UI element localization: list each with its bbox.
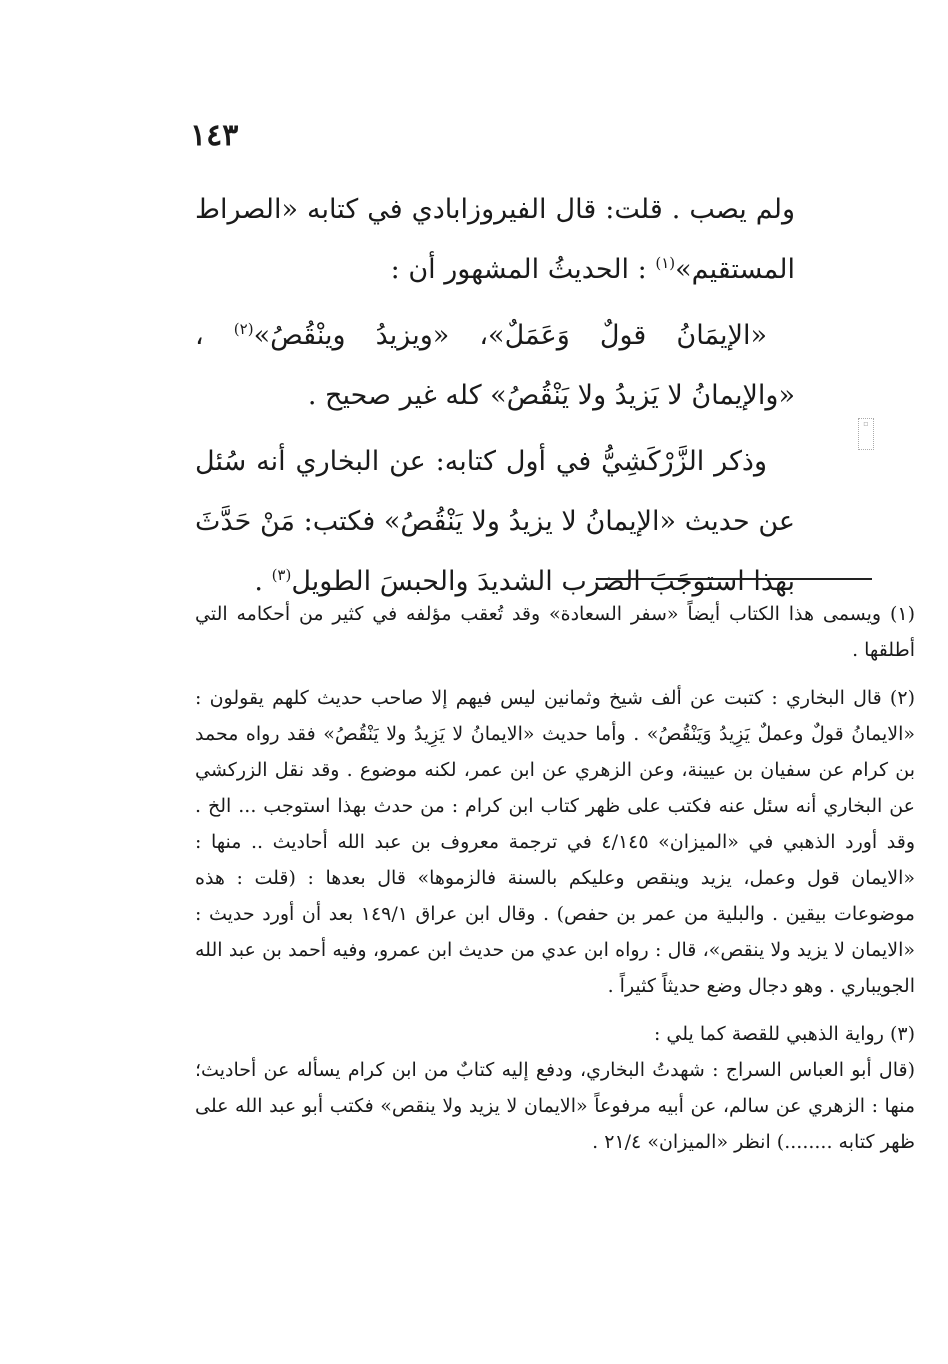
- footnote-ref-3: (٣): [271, 566, 292, 584]
- margin-mark-icon: ▫: [858, 418, 874, 450]
- main-text: [195, 180, 795, 618]
- main-paragraph-3-text: وذكر الزَّرْكَشِيُّ في أول كتابه: عن البخاري أنه سُئل عن حديث «الإيمانُ لا يزيدُ ولا يَنْقُصُ» فكتب: مَنْ حَدَّثَ بهذا استوجَبَ الضرب الشديدَ والحبسَ الطويل: [195, 446, 795, 597]
- footnote-divider: [596, 578, 872, 580]
- footnote-ref-2: (٢): [233, 320, 254, 338]
- main-paragraph-1: [195, 180, 795, 300]
- main-paragraph-2-text: «الإيمَانُ قولٌ وَعَمَلٌ»، «ويزيدُ وينْقُصُ»: [253, 320, 767, 351]
- main-paragraph-1-tail: : الحديثُ المشهور أن :: [390, 254, 647, 285]
- main-paragraph-1-text: ولم يصب . قلت: قال الفيروزابادي في كتابه «الصراط المستقيم»: [195, 194, 795, 285]
- footnotes: [195, 596, 915, 1172]
- footnote-2: (٢) قال البخاري : كتبت عن ألف شيخ وثمانين ليس فيهم إلا صاحب حديث كلهم يقولون : «الايمانُ قولٌ وعملٌ يَزِيدُ وَيَنْقُصُ» . وأما حديث «الايمانُ لا يَزِيدُ ولا يَنْقُصُ» فقد رواه محمد بن كرام عن سفيان بن عيينة، وعن الزهري عن ابن عمر، لكنه موضوع . وقد نقل الزركشي عن البخاري أنه سئل عنه فكتب على ظهر كتاب ابن كرام : من حدث بهذا استوجب ... الخ . وقد أورد الذهبي في «الميزان» ٤/١٤٥ في ترجمة معروف بن عبد الله أحاديث .. منها : «الايمان قول وعمل، يزيد وينقص وعليكم بالسنة فالزموها» قال بعدها : (قلت : هذه موضوعات بيقين . والبلية من عمر بن حفص) . وقال ابن عراق ١٤٩/١ بعد أن أورد حديث : «الايمان لا يزيد ولا ينقص»، قال : رواه ابن عدي من حديث ابن عمرو، وفيه أحمد بن عبد الله الجويباري . وهو دجال وضع حديثاً كثيراً .: [195, 687, 915, 997]
- main-paragraph-3: [195, 432, 795, 612]
- footnote-3-body: (قال أبو العباس السراج : شهدتُ البخاري، ودفع إليه كتابٌ من ابن كرام يسأله عن أحاديث؛ منها : الزهري عن سالم، عن أبيه مرفوعاً «الايمان لا يزيد ولا ينقص» فكتب أبو عبد الله على ظهر كتابه ........) انظر «الميزان» ٢١/٤ .: [195, 1059, 915, 1153]
- footnote-1: (١) ويسمى هذا الكتاب أيضاً «سفر السعادة» وقد تُعقب مؤلفه في كثير من أحكامه التي أطلقها .: [195, 603, 915, 661]
- main-paragraph-2-tail: ، «والإيمانُ لا يَزيدُ ولا يَنْقُصُ» كله غير صحيح .: [195, 320, 795, 411]
- main-paragraph-3-tail: .: [254, 566, 263, 597]
- footnote-ref-1: (١): [655, 254, 676, 272]
- page-number: ١٤٣: [190, 118, 239, 153]
- footnote-3-intro: (٣) رواية الذهبي للقصة كما يلي :: [653, 1023, 915, 1045]
- main-paragraph-2: [195, 306, 795, 426]
